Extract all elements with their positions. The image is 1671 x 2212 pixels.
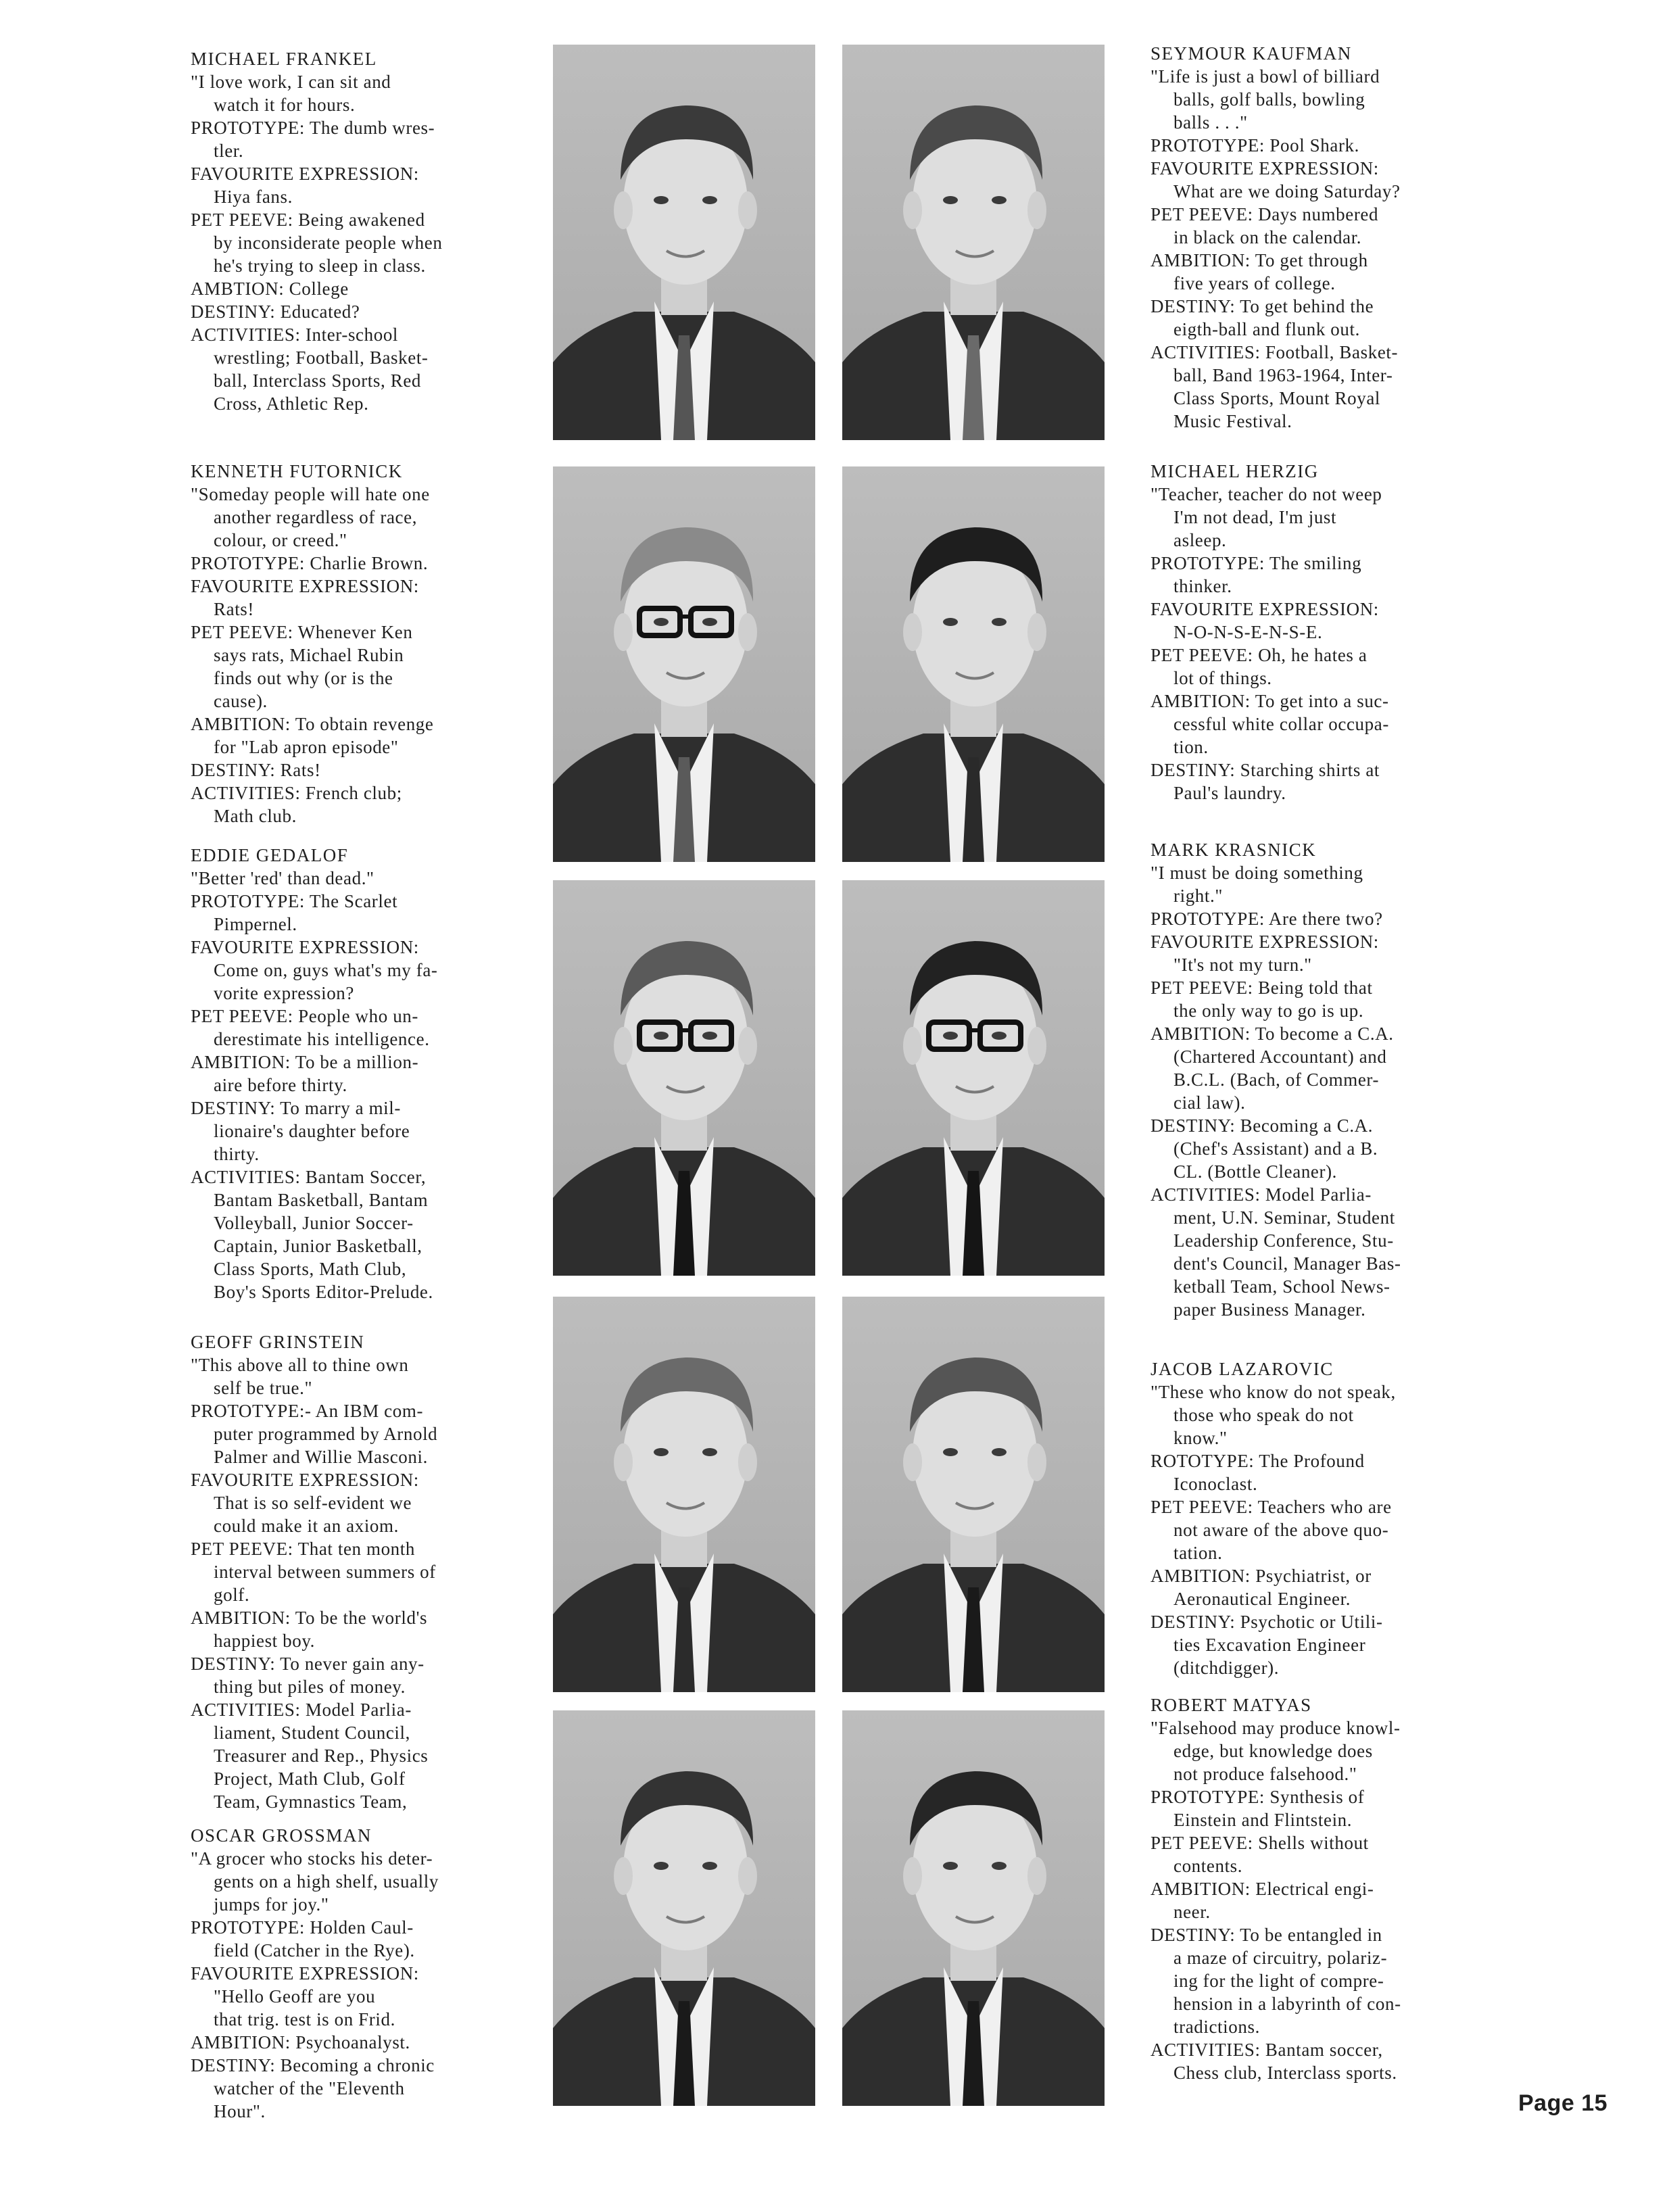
- ear: [1027, 1857, 1046, 1895]
- entry-line: AMBITION: To be a million-: [191, 1052, 419, 1072]
- student-entry: [1151, 1357, 1460, 1679]
- student-name: EDDIE GEDALOF: [191, 845, 349, 865]
- entry-line: PET PEEVE: Teachers who are: [1151, 1497, 1392, 1517]
- entry-line: PROTOTYPE: Synthesis of: [1151, 1787, 1365, 1807]
- entry-line: five years of college.: [1173, 273, 1336, 293]
- entry-line: FAVOURITE EXPRESSION:: [1151, 158, 1379, 178]
- entry-line: Pimpernel.: [214, 914, 297, 934]
- eye: [943, 1862, 958, 1870]
- entry-line: Hiya fans.: [214, 187, 293, 207]
- entry-line: "Falsehood may produce knowl-: [1151, 1718, 1401, 1738]
- entry-line: Iconoclast.: [1173, 1474, 1258, 1494]
- eye: [654, 1448, 669, 1456]
- entry-line: "These who know do not speak,: [1151, 1382, 1396, 1402]
- entry-line: ACTIVITIES: Inter-school: [191, 324, 399, 345]
- student-portrait: [553, 466, 815, 862]
- ear: [614, 1027, 633, 1065]
- entry-line: contents.: [1173, 1856, 1243, 1876]
- entry-line: Bantam Basketball, Bantam: [214, 1190, 429, 1210]
- entry-line: DESTINY: To get behind the: [1151, 296, 1374, 316]
- entry-line: Class Sports, Mount Royal: [1173, 388, 1381, 408]
- student-portrait: [842, 45, 1105, 440]
- entry-line: not produce falsehood.": [1173, 1764, 1357, 1784]
- entry-line: Class Sports, Math Club,: [214, 1259, 407, 1279]
- ear: [738, 1443, 757, 1481]
- entry-line: thinker.: [1173, 576, 1232, 596]
- student-name: MARK KRASNICK: [1151, 840, 1317, 860]
- eye: [702, 1448, 717, 1456]
- eye: [943, 1032, 958, 1040]
- entry-line: N-O-N-S-E-N-S-E.: [1173, 622, 1323, 642]
- entry-line: FAVOURITE EXPRESSION:: [191, 1963, 419, 1983]
- entry-line: know.": [1173, 1428, 1228, 1448]
- entry-line: PET PEEVE: Oh, he hates a: [1151, 645, 1367, 665]
- entry-line: AMBITION: To get into a suc-: [1151, 691, 1389, 711]
- entry-line: lionaire's daughter before: [214, 1121, 410, 1141]
- entry-line: AMBITION: Psychoanalyst.: [191, 2032, 410, 2052]
- student-name: KENNETH FUTORNICK: [191, 461, 403, 481]
- eye: [943, 1448, 958, 1456]
- entry-line: DESTINY: To never gain any-: [191, 1654, 425, 1674]
- entry-line: AMBITION: Electrical engi-: [1151, 1879, 1374, 1899]
- eye: [702, 618, 717, 626]
- student-name: MICHAEL HERZIG: [1151, 461, 1319, 481]
- entry-line: another regardless of race,: [214, 507, 418, 527]
- ear: [614, 1857, 633, 1895]
- entry-line: "This above all to thine own: [191, 1355, 409, 1375]
- entry-line: ing for the light of compre-: [1173, 1971, 1384, 1991]
- entry-line: "Life is just a bowl of billiard: [1151, 66, 1380, 87]
- entry-line: FAVOURITE EXPRESSION:: [191, 937, 419, 957]
- entry-line: Boy's Sports Editor-Prelude.: [214, 1282, 433, 1302]
- entry-line: ROTOTYPE: The Profound: [1151, 1451, 1365, 1471]
- eye: [992, 1862, 1007, 1870]
- entry-line: tion.: [1173, 737, 1209, 757]
- entry-line: That is so self-evident we: [214, 1493, 412, 1513]
- student-name: MICHAEL FRANKEL: [191, 49, 377, 69]
- entry-line: that trig. test is on Frid.: [214, 2009, 395, 2029]
- entry-line: watcher of the "Eleventh: [214, 2078, 405, 2098]
- entry-line: a maze of circuitry, polariz-: [1173, 1948, 1388, 1968]
- student-name: OSCAR GROSSMAN: [191, 1825, 372, 1846]
- student-portrait: [553, 45, 815, 440]
- entry-line: asleep.: [1173, 530, 1227, 550]
- entry-line: "Teacher, teacher do not weep: [1151, 484, 1382, 504]
- entry-line: AMBITION: To become a C.A.: [1151, 1024, 1394, 1044]
- ear: [903, 1857, 922, 1895]
- entry-line: he's trying to sleep in class.: [214, 256, 426, 276]
- student-name: SEYMOUR KAUFMAN: [1151, 43, 1352, 64]
- entry-line: for "Lab apron episode": [214, 737, 399, 757]
- entry-line: cessful white collar occupa-: [1173, 714, 1389, 734]
- student-name: JACOB LAZAROVIC: [1151, 1359, 1334, 1379]
- entry-line: says rats, Michael Rubin: [214, 645, 404, 665]
- entry-line: aire before thirty.: [214, 1075, 347, 1095]
- entry-line: PET PEEVE: Days numbered: [1151, 204, 1379, 224]
- eye: [654, 1032, 669, 1040]
- ear: [738, 613, 757, 651]
- entry-line: PET PEEVE: Being told that: [1151, 978, 1373, 998]
- entry-line: DESTINY: Becoming a chronic: [191, 2055, 435, 2075]
- entry-line: Come on, guys what's my fa-: [214, 960, 438, 980]
- eye: [943, 196, 958, 204]
- entry-line: gents on a high shelf, usually: [214, 1871, 439, 1892]
- entry-line: Einstein and Flintstein.: [1173, 1810, 1353, 1830]
- entry-line: Leadership Conference, Stu-: [1173, 1230, 1394, 1251]
- entry-line: eigth-ball and flunk out.: [1173, 319, 1360, 339]
- entry-line: vorite expression?: [214, 983, 354, 1003]
- entry-line: Aeronautical Engineer.: [1173, 1589, 1351, 1609]
- entry-line: PROTOTYPE: Holden Caul-: [191, 1917, 414, 1938]
- entry-line: "Hello Geoff are you: [214, 1986, 376, 2006]
- entry-line: paper Business Manager.: [1173, 1299, 1366, 1320]
- entry-line: (Chef's Assistant) and a B.: [1173, 1138, 1378, 1159]
- entry-line: What are we doing Saturday?: [1173, 181, 1401, 201]
- entry-line: finds out why (or is the: [214, 668, 393, 688]
- entry-line: DESTINY: Rats!: [191, 760, 321, 780]
- eye: [654, 1862, 669, 1870]
- entry-line: FAVOURITE EXPRESSION:: [191, 164, 419, 184]
- student-portrait: [842, 880, 1105, 1276]
- ear: [738, 1857, 757, 1895]
- entry-line: Palmer and Willie Masconi.: [214, 1447, 428, 1467]
- entry-line: B.C.L. (Bach, of Commer-: [1173, 1069, 1380, 1090]
- entry-line: PROTOTYPE: Charlie Brown.: [191, 553, 429, 573]
- entry-line: "Someday people will hate one: [191, 484, 430, 504]
- student-entry: [1151, 460, 1460, 804]
- entry-line: ACTIVITIES: Bantam soccer,: [1151, 2040, 1383, 2060]
- entry-line: ball, Band 1963-1964, Inter-: [1173, 365, 1393, 385]
- entry-line: ketball Team, School News-: [1173, 1276, 1390, 1297]
- entry-line: hension in a labyrinth of con-: [1173, 1994, 1401, 2014]
- entry-line: (ditchdigger).: [1173, 1658, 1280, 1678]
- entry-line: tation.: [1173, 1543, 1223, 1563]
- entry-line: ball, Interclass Sports, Red: [214, 370, 421, 391]
- entry-line: right.": [1173, 886, 1223, 906]
- entry-line: "A grocer who stocks his deter-: [191, 1848, 433, 1869]
- ear: [614, 191, 633, 229]
- entry-line: PROTOTYPE: Are there two?: [1151, 909, 1383, 929]
- entry-line: DESTINY: Psychotic or Utili-: [1151, 1612, 1383, 1632]
- student-entry: [1151, 838, 1460, 1321]
- student-portrait: [842, 1710, 1105, 2106]
- entry-line: edge, but knowledge does: [1173, 1741, 1373, 1761]
- entry-line: PROTOTYPE: The dumb wres-: [191, 118, 435, 138]
- entry-line: derestimate his intelligence.: [214, 1029, 430, 1049]
- entry-line: AMBITION: To get through: [1151, 250, 1368, 270]
- entry-line: Rats!: [214, 599, 254, 619]
- entry-line: dent's Council, Manager Bas-: [1173, 1253, 1401, 1274]
- entry-line: ACTIVITIES: Football, Basket-: [1151, 342, 1399, 362]
- eye: [654, 618, 669, 626]
- eye: [943, 618, 958, 626]
- eye: [702, 196, 717, 204]
- entry-line: self be true.": [214, 1378, 313, 1398]
- eye: [992, 1448, 1007, 1456]
- ear: [903, 1027, 922, 1065]
- eye: [992, 196, 1007, 204]
- entry-line: ACTIVITIES: Model Parlia-: [191, 1700, 412, 1720]
- ear: [1027, 1027, 1046, 1065]
- entry-line: golf.: [214, 1585, 250, 1605]
- eye: [992, 1032, 1007, 1040]
- entry-line: DESTINY: To be entangled in: [1151, 1925, 1382, 1945]
- student-entry: [191, 47, 500, 415]
- entry-line: FAVOURITE EXPRESSION:: [191, 1470, 419, 1490]
- entry-line: wrestling; Football, Basket-: [214, 347, 429, 368]
- entry-line: DESTINY: Becoming a C.A.: [1151, 1115, 1374, 1136]
- entry-line: Hour".: [214, 2101, 266, 2121]
- student-entry: [1151, 1693, 1460, 2084]
- entry-line: PROTOTYPE: The smiling: [1151, 553, 1362, 573]
- entry-line: AMBTION: College: [191, 279, 349, 299]
- ear: [903, 613, 922, 651]
- entry-line: not aware of the above quo-: [1173, 1520, 1389, 1540]
- entry-line: neer.: [1173, 1902, 1211, 1922]
- entry-line: PROTOTYPE:- An IBM com-: [191, 1401, 424, 1421]
- entry-line: in black on the calendar.: [1173, 227, 1362, 247]
- student-entry: [191, 844, 500, 1303]
- entry-line: watch it for hours.: [214, 95, 356, 115]
- entry-line: colour, or creed.": [214, 530, 347, 550]
- eye: [654, 196, 669, 204]
- entry-line: PROTOTYPE: The Scarlet: [191, 891, 398, 911]
- student-portrait: [553, 1297, 815, 1692]
- entry-line: ACTIVITIES: Bantam Soccer,: [191, 1167, 427, 1187]
- entry-line: puter programmed by Arnold: [214, 1424, 438, 1444]
- entry-line: PET PEEVE: Being awakened: [191, 210, 425, 230]
- entry-line: Project, Math Club, Golf: [214, 1769, 406, 1789]
- entry-line: DESTINY: To marry a mil-: [191, 1098, 401, 1118]
- entry-line: Music Festival.: [1173, 411, 1292, 431]
- entry-line: Paul's laundry.: [1173, 783, 1286, 803]
- eye: [702, 1862, 717, 1870]
- eye: [702, 1032, 717, 1040]
- entry-line: field (Catcher in the Rye).: [214, 1940, 415, 1961]
- entry-line: DESTINY: Educated?: [191, 302, 360, 322]
- entry-line: DESTINY: Starching shirts at: [1151, 760, 1380, 780]
- eye: [992, 618, 1007, 626]
- entry-line: the only way to go is up.: [1173, 1001, 1364, 1021]
- entry-line: tler.: [214, 141, 244, 161]
- entry-line: "Better 'red' than dead.": [191, 868, 374, 888]
- entry-line: Volleyball, Junior Soccer-: [214, 1213, 414, 1233]
- entry-line: ties Excavation Engineer: [1173, 1635, 1366, 1655]
- entry-line: cial law).: [1173, 1092, 1246, 1113]
- ear: [1027, 191, 1046, 229]
- entry-line: AMBITION: To obtain revenge: [191, 714, 434, 734]
- entry-line: cause).: [214, 691, 268, 711]
- entry-line: FAVOURITE EXPRESSION:: [191, 576, 419, 596]
- ear: [903, 191, 922, 229]
- entry-line: FAVOURITE EXPRESSION:: [1151, 599, 1379, 619]
- entry-line: thirty.: [214, 1144, 260, 1164]
- entry-line: PET PEEVE: Shells without: [1151, 1833, 1369, 1853]
- entry-line: AMBITION: To be the world's: [191, 1608, 428, 1628]
- entry-line: could make it an axiom.: [214, 1516, 399, 1536]
- entry-line: AMBITION: Psychiatrist, or: [1151, 1566, 1372, 1586]
- entry-line: ACTIVITIES: Model Parlia-: [1151, 1184, 1372, 1205]
- entry-line: "It's not my turn.": [1173, 955, 1312, 975]
- entry-line: lot of things.: [1173, 668, 1272, 688]
- student-entry: [191, 460, 500, 827]
- ear: [1027, 1443, 1046, 1481]
- entry-line: Chess club, Interclass sports.: [1173, 2063, 1397, 2083]
- entry-line: happiest boy.: [214, 1631, 316, 1651]
- ear: [614, 613, 633, 651]
- entry-line: interval between summers of: [214, 1562, 436, 1582]
- ear: [738, 1027, 757, 1065]
- student-portrait: [842, 1297, 1105, 1692]
- student-portrait: [842, 466, 1105, 862]
- entry-line: balls . . .": [1173, 112, 1248, 133]
- entry-line: I'm not dead, I'm just: [1173, 507, 1337, 527]
- entry-line: tradictions.: [1173, 2017, 1260, 2037]
- entry-line: Team, Gymnastics Team,: [214, 1792, 408, 1812]
- student-portrait: [553, 880, 815, 1276]
- entry-line: "I must be doing something: [1151, 863, 1363, 883]
- student-entry: [191, 1824, 500, 2123]
- entry-line: by inconsiderate people when: [214, 233, 443, 253]
- entry-line: PET PEEVE: That ten month: [191, 1539, 415, 1559]
- student-name: ROBERT MATYAS: [1151, 1695, 1312, 1715]
- entry-line: ACTIVITIES: French club;: [191, 783, 402, 803]
- entry-line: liament, Student Council,: [214, 1723, 410, 1743]
- entry-line: jumps for joy.": [214, 1894, 329, 1915]
- ear: [1027, 613, 1046, 651]
- entry-line: Math club.: [214, 806, 297, 826]
- student-name: GEOFF GRINSTEIN: [191, 1332, 365, 1352]
- entry-line: CL. (Bottle Cleaner).: [1173, 1161, 1338, 1182]
- entry-line: PET PEEVE: Whenever Ken: [191, 622, 413, 642]
- entry-line: those who speak do not: [1173, 1405, 1354, 1425]
- entry-line: (Chartered Accountant) and: [1173, 1047, 1387, 1067]
- student-entry: [1151, 42, 1460, 433]
- student-portrait: [553, 1710, 815, 2106]
- entry-line: balls, golf balls, bowling: [1173, 89, 1365, 110]
- entry-line: PET PEEVE: People who un-: [191, 1006, 418, 1026]
- ear: [903, 1443, 922, 1481]
- ear: [738, 191, 757, 229]
- ear: [614, 1443, 633, 1481]
- entry-line: thing but piles of money.: [214, 1677, 406, 1697]
- entry-line: Captain, Junior Basketball,: [214, 1236, 422, 1256]
- entry-line: Cross, Athletic Rep.: [214, 393, 369, 414]
- entry-line: "I love work, I can sit and: [191, 72, 391, 92]
- entry-line: FAVOURITE EXPRESSION:: [1151, 932, 1379, 952]
- entry-line: ment, U.N. Seminar, Student: [1173, 1207, 1395, 1228]
- entry-line: PROTOTYPE: Pool Shark.: [1151, 135, 1359, 155]
- entry-line: Treasurer and Rep., Physics: [214, 1746, 429, 1766]
- page-number: Page 15: [1518, 2090, 1608, 2116]
- student-entry: [191, 1330, 500, 1813]
